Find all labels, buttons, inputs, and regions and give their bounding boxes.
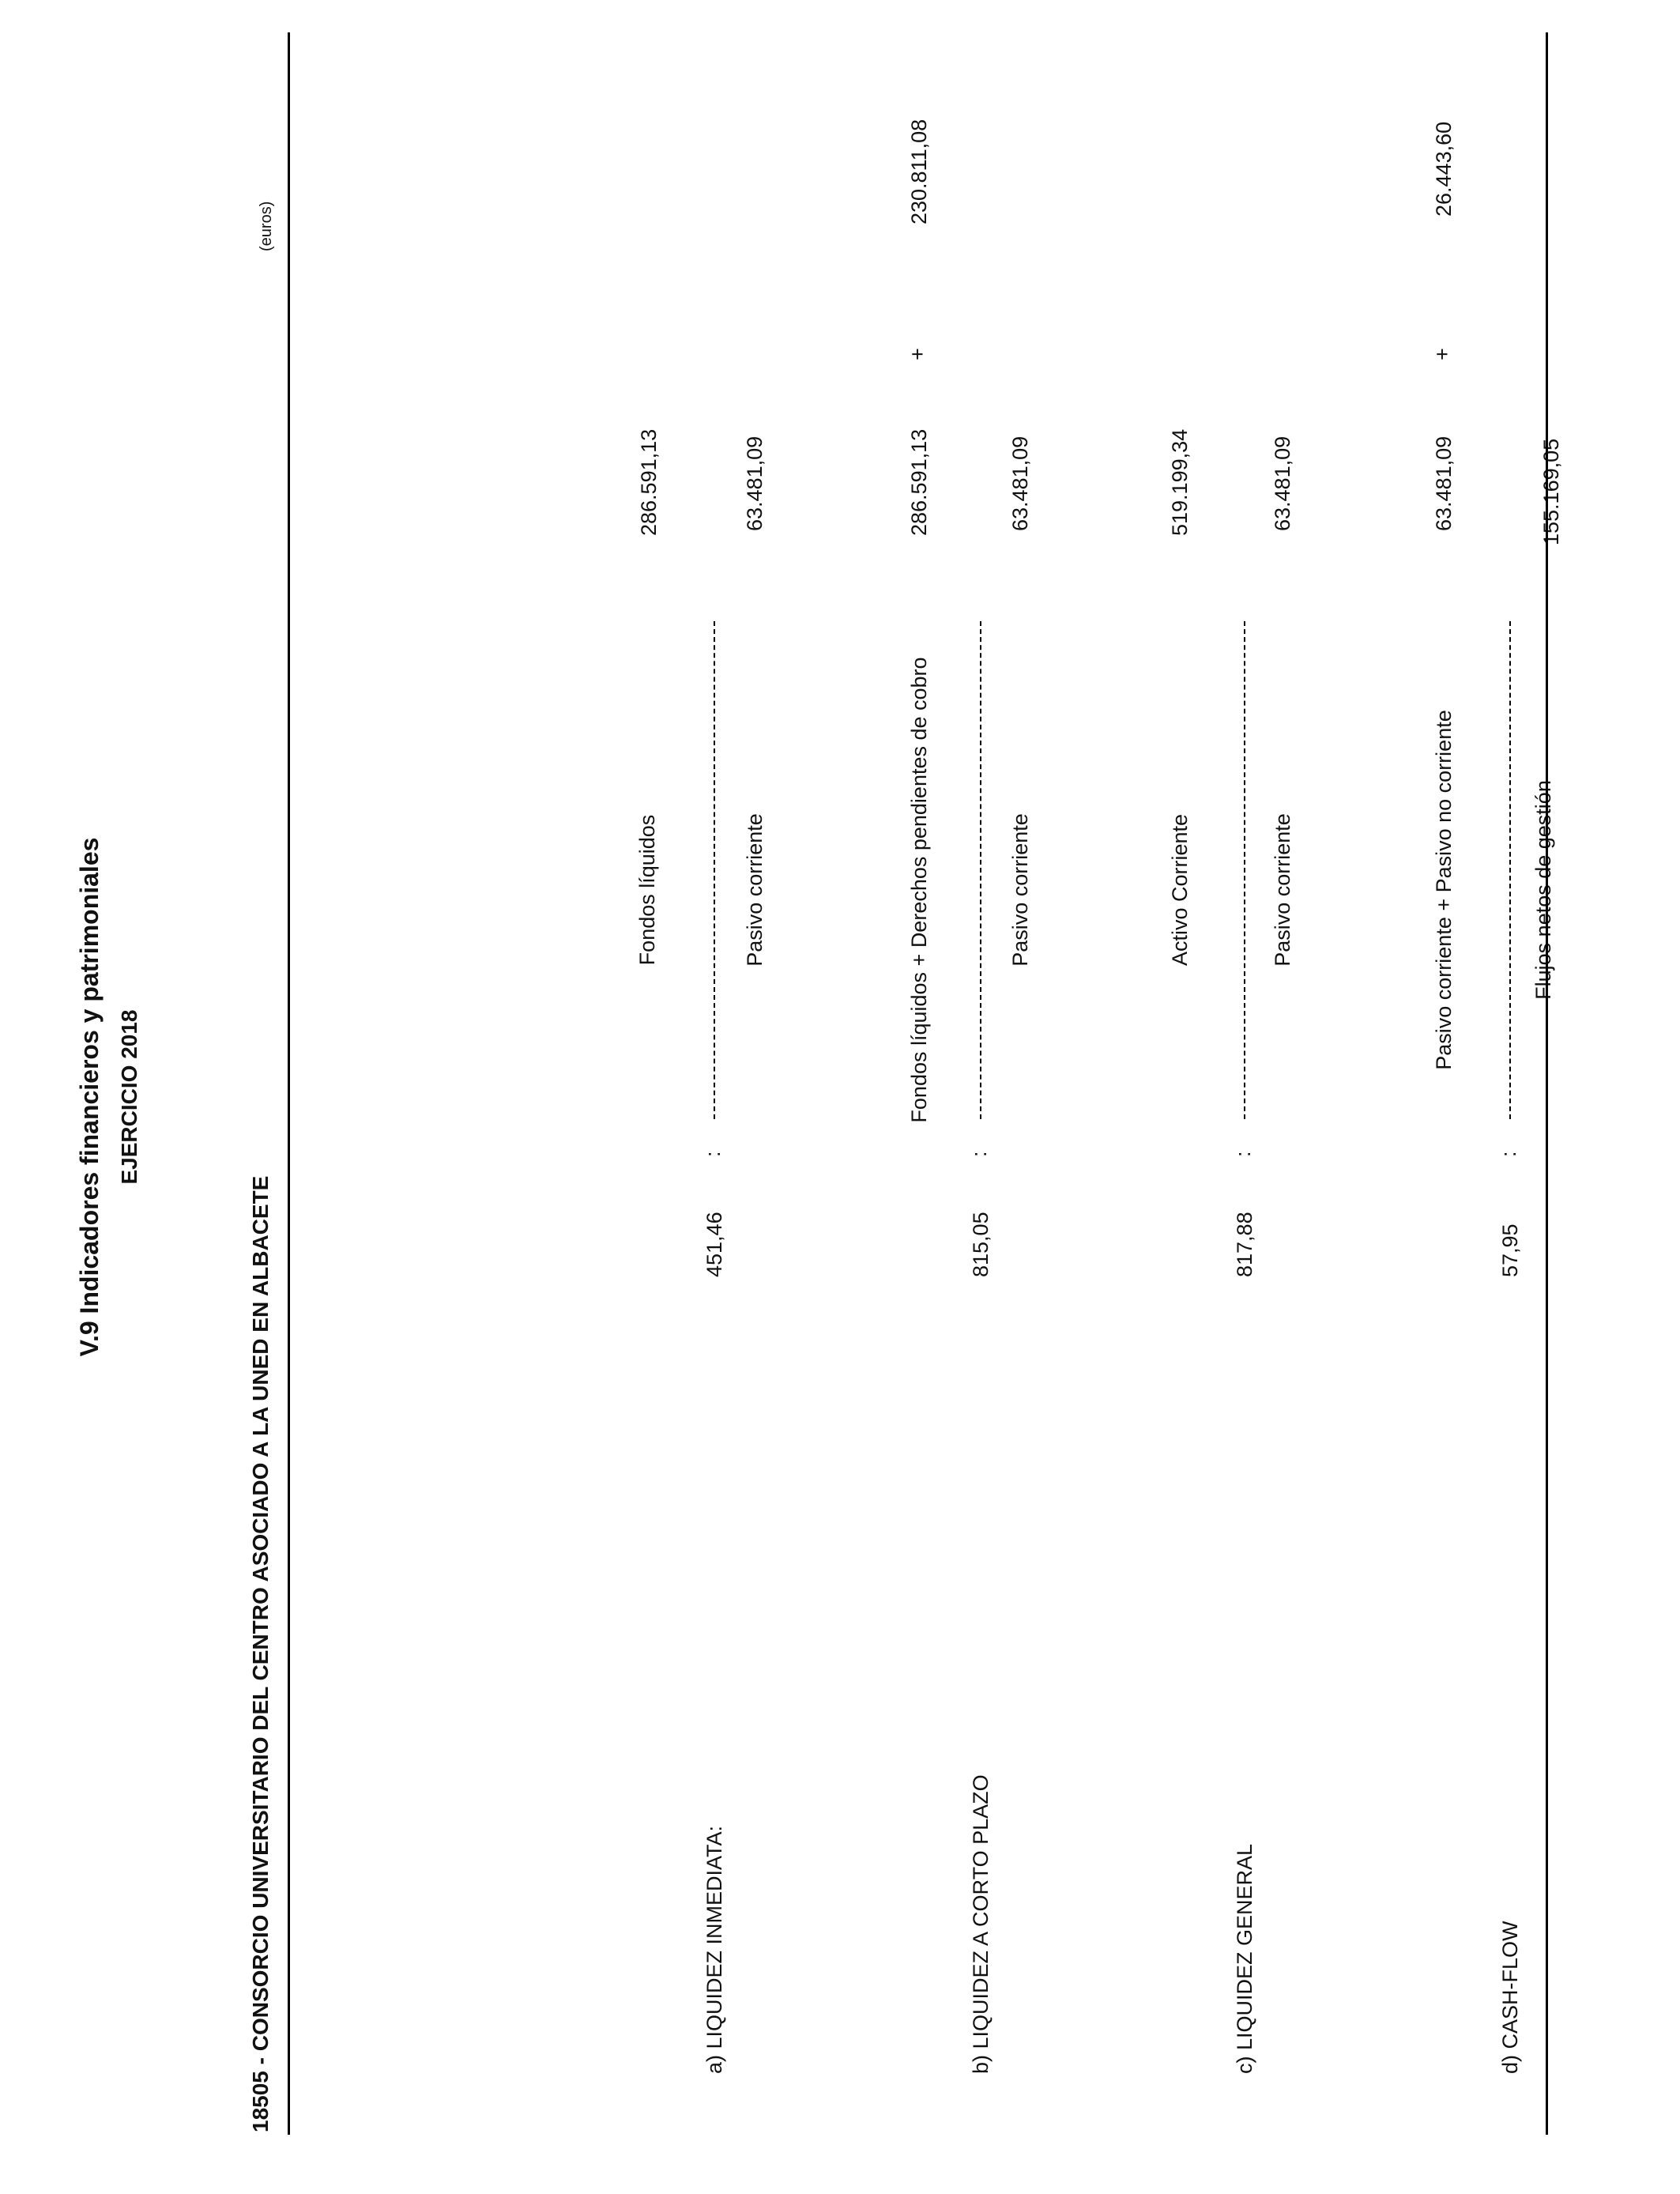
indicator-ratio: 451,46	[703, 1212, 726, 1277]
bottom-rule	[1546, 32, 1548, 2135]
numerator-value: 286.591,13	[637, 428, 661, 536]
denominator-label: Pasivo corriente	[1008, 813, 1032, 967]
numerator-value-2: 230.811,08	[907, 119, 931, 224]
entity-name: 18505 - CONSORCIO UNIVERSITARIO DEL CENTRO ASOCIADO A LA UNED EN ALBACETE	[248, 1175, 273, 2132]
currency-unit: (euros)	[258, 201, 275, 251]
denominator-value: 63.481,09	[1271, 435, 1294, 531]
indicator-ratio: 57,95	[1498, 1223, 1522, 1277]
numerator-value: 63.481,09	[1432, 435, 1456, 531]
report-title: V.9 Indicadores financieros y patrimoniales	[75, 837, 104, 1357]
fraction-line	[1244, 621, 1245, 1119]
indicator-colon: :	[701, 1151, 725, 1157]
plus-sign: +	[906, 348, 929, 360]
fraction-line	[980, 621, 981, 1119]
indicator-label: b) LIQUIDEZ A CORTO PLAZO	[969, 1774, 993, 2074]
numerator-value: 519.199,34	[1168, 428, 1192, 536]
denominator-value: 63.481,09	[1008, 435, 1032, 531]
numerator-label: Pasivo corriente + Pasivo no corriente	[1432, 710, 1456, 1070]
numerator-label: Fondos líquidos + Derechos pendientes de cobro	[907, 657, 931, 1123]
numerator-value: 286.591,13	[907, 428, 931, 536]
indicator-ratio: 817,88	[1233, 1212, 1256, 1277]
fraction-line	[1509, 621, 1511, 1119]
plus-sign: +	[1430, 348, 1454, 360]
indicator-label: a) LIQUIDEZ INMEDIATA:	[703, 1825, 726, 2074]
denominator-value: 63.481,09	[743, 435, 767, 531]
denominator-label: Flujos netos de gestión	[1531, 780, 1555, 1000]
numerator-label: Activo Corriente	[1168, 813, 1192, 967]
indicator-colon: :	[967, 1151, 991, 1157]
denominator-value: 155.169,05	[1539, 438, 1563, 545]
numerator-label: Fondos líquidos	[635, 814, 659, 966]
indicator-colon: :	[1497, 1151, 1520, 1157]
denominator-label: Pasivo corriente	[1271, 813, 1294, 967]
numerator-value-2: 26.443,60	[1432, 121, 1456, 217]
indicator-label: d) CASH-FLOW	[1498, 1921, 1522, 2074]
indicator-label: c) LIQUIDEZ GENERAL	[1233, 1843, 1256, 2074]
denominator-label: Pasivo corriente	[743, 813, 767, 967]
indicator-ratio: 815,05	[969, 1212, 993, 1277]
indicator-colon: :	[1231, 1151, 1255, 1157]
fraction-line	[714, 621, 715, 1119]
report-year: EJERCICIO 2018	[117, 1009, 141, 1185]
top-rule	[288, 32, 290, 2135]
